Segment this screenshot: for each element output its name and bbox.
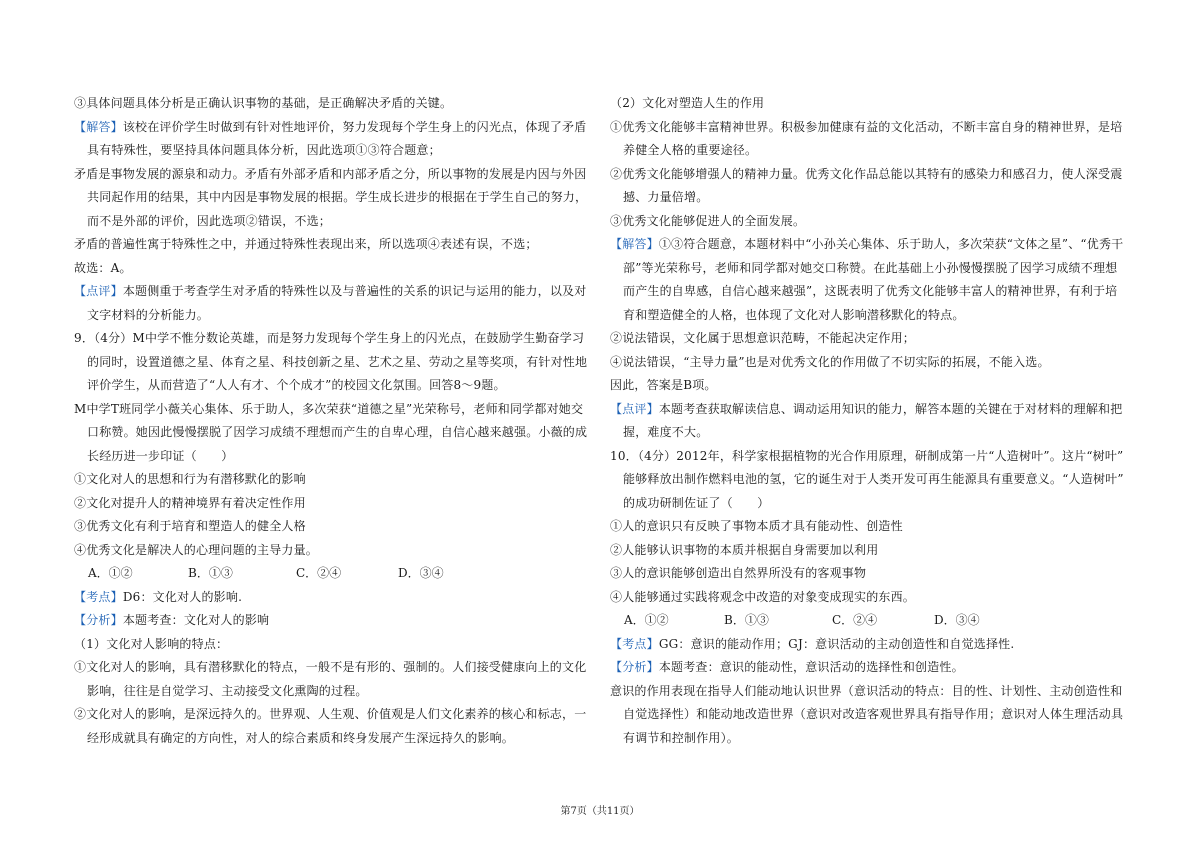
knowledge-point-text: D6：文化对人的影响. xyxy=(122,589,243,604)
option-a: A．①② xyxy=(624,613,669,627)
text-line: ②优秀文化能够增强人的精神力量。优秀文化作品总能以其特有的感染力和感召力，使人深受震 xyxy=(610,166,1123,181)
answer-tag: 【解答】 xyxy=(74,119,123,134)
right-column xyxy=(610,92,1130,750)
answer-tag: 【解答】 xyxy=(610,237,659,251)
text-line: 经形成就具有确定的方向性，对人的综合素质和终身发展产生深远持久的影响。 xyxy=(87,730,515,745)
text-line: 意识的作用表现在指导人们能动地认识世界（意识活动的特点：目的性、计划性、主动创造性和 xyxy=(610,683,1123,698)
statement-item: ②人能够认识事物的本质并根据自身需要加以利用 xyxy=(610,542,879,557)
text-line: 撼、力量倍增。 xyxy=(623,190,709,204)
text-line: 育和塑造健全的人格，也体现了文化对人影响潜移默化的特点。 xyxy=(623,307,965,322)
comment-text: 本题侧重于考查学生对矛盾的特殊性以及与普遍性的关系的识记与运用的能力，以及对 xyxy=(122,284,587,298)
option-b: B．①③ xyxy=(724,613,769,627)
text-line: ③优秀文化能够促进人的全面发展。 xyxy=(610,213,806,228)
answer-text: ①③符合题意，本题材料中“小孙关心集体、乐于助人，多次荣获“文体之星”、“优秀干 xyxy=(658,237,1124,251)
text-line: 评价学生，从而营造了“人人有才、个个成才”的校园文化氛围。回答8～9题。 xyxy=(87,378,506,392)
text-line: 握，难度不大。 xyxy=(623,425,709,439)
text-line: ②文化对人的影响，是深远持久的。世界观、人生观、价值观是人们文化素养的核心和标志，一 xyxy=(74,707,587,721)
knowledge-point-line xyxy=(74,586,594,610)
text-line: ④说法错误，“主导力量”也是对优秀文化的作用做了不切实际的拓展，不能入选。 xyxy=(610,354,1050,369)
text-line: 长经历进一步印证（ ） xyxy=(87,448,234,463)
option-b: B．①③ xyxy=(188,566,233,580)
text-line: 口称赞。她因此慢慢摆脱了因学习成绩不理想而产生的自卑心理，自信心越来越强。小薇的成 xyxy=(87,425,588,439)
comment-line xyxy=(74,280,594,304)
option-d: D．③④ xyxy=(934,613,980,627)
text-line: 矛盾是事物发展的源泉和动力。矛盾有外部矛盾和内部矛盾之分，所以事物的发展是内因与外因 xyxy=(74,166,587,181)
knowledge-point-tag: 【考点】 xyxy=(74,589,123,604)
answer-line xyxy=(610,233,1130,257)
statement-item: ④优秀文化是解决人的心理问题的主导力量。 xyxy=(74,542,319,557)
knowledge-point-tag: 【考点】 xyxy=(610,636,659,651)
analysis-text: 本题考查：文化对人的影响 xyxy=(122,613,270,627)
text-line: ②说法错误，文化属于思想意识范畴，不能起决定作用； xyxy=(610,331,916,345)
answer-options xyxy=(74,562,594,586)
text-line: 的成功研制佐证了（ ） xyxy=(623,495,770,510)
statement-item: ①人的意识只有反映了事物本质才具有能动性、创造性 xyxy=(610,519,903,533)
text-line: 的同时，设置道德之星、体育之星、科技创新之星、艺术之星、劳动之星等奖项，有针对性地 xyxy=(87,354,588,369)
analysis-line xyxy=(610,656,1130,680)
knowledge-point-line xyxy=(610,633,1130,657)
text-line: 因此，答案是B项。 xyxy=(610,378,717,392)
text-line: 共同起作用的结果，其中内因是事物发展的根据。学生成长进步的根据在于学生自己的努力， xyxy=(87,190,588,204)
answer-options xyxy=(610,609,1130,633)
text-line: 矛盾的普遍性寓于特殊性之中，并通过特殊性表现出来，所以选项④表述有误，不选； xyxy=(74,237,538,251)
option-d: D．③④ xyxy=(398,566,444,580)
analysis-line xyxy=(74,609,594,633)
text-line: 自觉选择性）和能动地改造世界（意识对改造客观世界具有指导作用；意识对人体生理活动具 xyxy=(623,707,1124,721)
statement-item: ④人能够通过实践将观念中改造的对象变成现实的东西。 xyxy=(610,589,916,604)
analysis-text: 本题考查：意识的能动性，意识活动的选择性和创造性。 xyxy=(658,660,964,674)
option-c: C．②④ xyxy=(296,566,342,580)
comment-line xyxy=(610,398,1130,422)
statement-item: ②文化对提升人的精神境界有着决定性作用 xyxy=(74,495,306,510)
text-line: 而不是外部的评价，因此选项②错误，不选； xyxy=(87,213,332,228)
question-stem: 10．（4分）2012年，科学家根据植物的光合作用原理，研制成第一片“人造树叶”。这片“树叶” xyxy=(610,448,1124,463)
text-line: ③具体问题具体分析是正确认识事物的基础，是正确解决矛盾的关键。 xyxy=(74,96,453,110)
comment-tag: 【点评】 xyxy=(610,401,659,416)
comment-text: 本题考查获取解读信息、调动运用知识的能力，解答本题的关键在于对材料的理解和把 xyxy=(658,401,1123,416)
option-c: C．②④ xyxy=(832,613,878,627)
text-line: ①优秀文化能够丰富精神世界。积极参加健康有益的文化活动，不断丰富自身的精神世界，是培 xyxy=(610,119,1123,134)
comment-tag: 【点评】 xyxy=(74,284,123,298)
question-stem: 9．（4分）M中学不惟分数论英雄，而是努力发现每个学生身上的闪光点，在鼓励学生勤奋学习 xyxy=(74,331,585,345)
option-a: A．①② xyxy=(88,566,133,580)
answer-text: 该校在评价学生时做到有针对性地评价，努力发现每个学生身上的闪光点，体现了矛盾 xyxy=(122,119,587,134)
text-line: 部”等光荣称号，老师和同学都对她交口称赞。在此基础上小孙慢慢摆脱了因学习成绩不理想 xyxy=(623,260,1118,275)
analysis-tag: 【分析】 xyxy=(74,613,123,627)
answer-line xyxy=(74,116,594,140)
text-line: 养健全人格的重要途径。 xyxy=(623,143,758,157)
text-line: 具有特殊性，要坚持具体问题具体分析，因此选项①③符合题意； xyxy=(87,143,441,157)
text-line: 而产生的自卑感，自信心越来越强”，这既表明了优秀文化能够丰富人的精神世界，有利于培 xyxy=(623,284,1118,298)
text-line: （1）文化对人影响的特点： xyxy=(74,636,229,651)
text-line: 文字材料的分析能力。 xyxy=(87,307,210,322)
text-line: 影响，往往是自觉学习、主动接受文化熏陶的过程。 xyxy=(87,683,368,698)
text-line: M中学T班同学小薇关心集体、乐于助人，多次荣获“道德之星”光荣称号，老师和同学都对她交 xyxy=(74,401,584,416)
analysis-tag: 【分析】 xyxy=(610,660,659,674)
text-line: ①文化对人的影响，具有潜移默化的特点，一般不是有形的、强制的。人们接受健康向上的文化 xyxy=(74,660,587,674)
statement-item: ①文化对人的思想和行为有潜移默化的影响 xyxy=(74,472,306,486)
text-line: 能够释放出制作燃料电池的氢，它的诞生对于人类开发可再生能源具有重要意义。“人造树叶” xyxy=(623,472,1124,486)
statement-item: ③优秀文化有利于培育和塑造人的健全人格 xyxy=(74,519,306,533)
text-line: 故选：A。 xyxy=(74,260,132,275)
page-footer: 第7页（共11页） xyxy=(560,806,640,817)
text-line: 有调节和控制作用）。 xyxy=(623,730,740,745)
left-column xyxy=(74,92,594,750)
statement-item: ③人的意识能够创造出自然界所没有的客观事物 xyxy=(610,566,867,580)
text-line: （2）文化对塑造人生的作用 xyxy=(610,96,765,110)
knowledge-point-text: GG：意识的能动作用；GJ：意识活动的主动创造性和自觉选择性. xyxy=(658,636,1015,651)
